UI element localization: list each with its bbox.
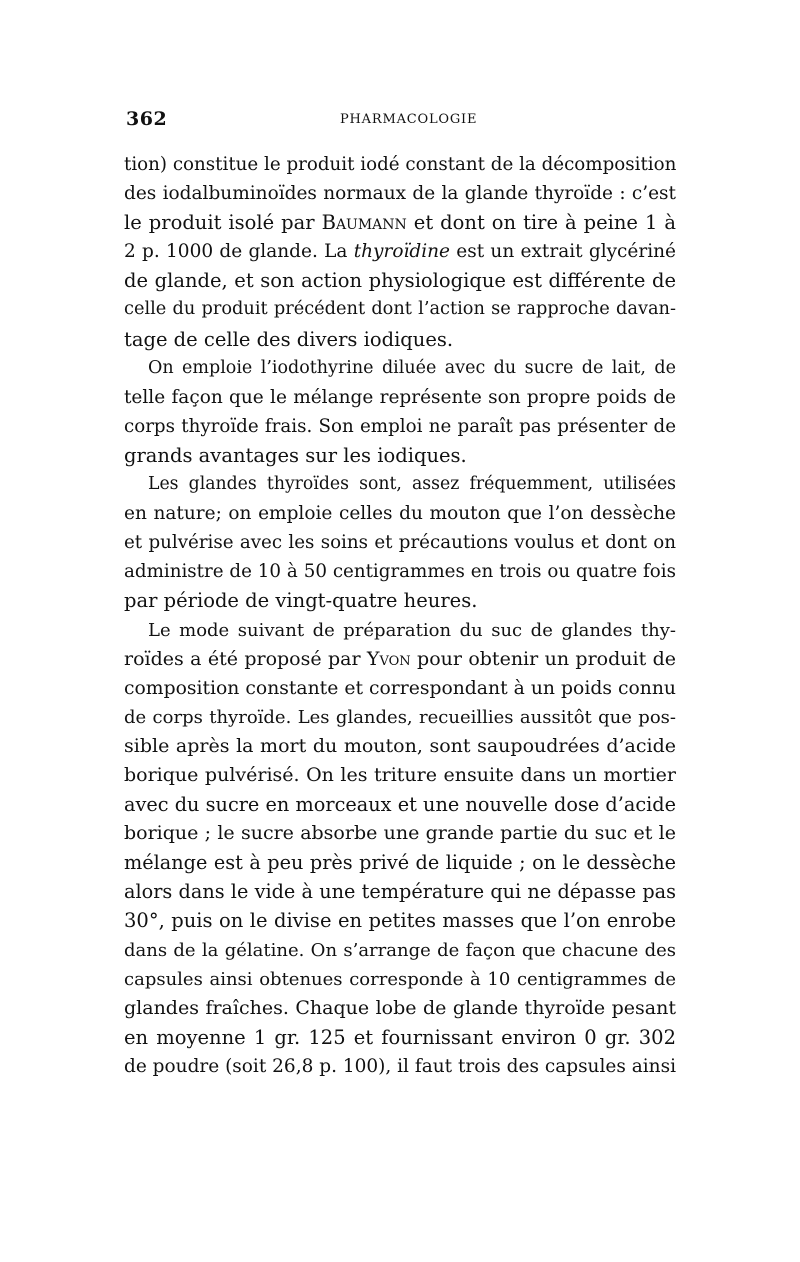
text-line: des iodalbuminoïdes normaux de la glande thyroïde : c’est <box>124 183 676 205</box>
text-line: grands avantages sur les iodiques. <box>124 443 467 467</box>
text-line: le produit isolé par Baumann et dont on tire à peine 1 à <box>124 211 676 235</box>
text-line: en nature; on emploie celles du mouton que l’on dessèche <box>124 503 676 525</box>
text-line: tage de celle des divers iodiques. <box>124 327 454 351</box>
text-line: dans de la gélatine. On s’arrange de façon que chacune des <box>124 939 676 961</box>
text-line: sible après la mort du mouton, sont saupoudrées d’acide <box>124 734 676 757</box>
text-line: roïdes a été proposé par Yvon pour obtenir un produit de <box>124 647 676 670</box>
page-number: 362 <box>126 108 168 130</box>
text-line: par période de vingt-quatre heures. <box>124 589 478 613</box>
styled-word: Baumann <box>321 211 407 235</box>
text-line: tion) constitue le produit iodé constant de la décomposition <box>124 154 677 175</box>
text-line: capsules ainsi obtenues corresponde à 10 centigrammes de <box>124 968 676 990</box>
text-line: alors dans le vide à une température qui ne dépasse pas <box>124 880 676 904</box>
text-line: en moyenne 1 gr. 125 et fournissant environ 0 gr. 302 <box>124 1025 676 1049</box>
running-title: PHARMACOLOGIE <box>340 112 478 127</box>
text-line: composition constante et correspondant à un poids connu <box>124 677 676 699</box>
text-line: Le mode suivant de préparation du suc de glandes thy- <box>148 619 676 641</box>
text-line: glandes fraîches. Chaque lobe de glande thyroïde pesant <box>124 996 676 1019</box>
styled-word: thyroïdine <box>353 241 451 263</box>
text-line: et pulvérise avec les soins et précautions voulus et dont on <box>124 532 676 554</box>
body-text <box>124 150 676 1081</box>
text-line: corps thyroïde frais. Son emploi ne paraît pas présenter de <box>124 415 676 437</box>
text-line: telle façon que le mélange représente son propre poids de <box>124 386 676 408</box>
text-line: de corps thyroïde. Les glandes, recueillies aussitôt que pos- <box>124 706 676 728</box>
text-line: On emploie l’iodothyrine diluée avec du sucre de lait, de <box>148 357 676 378</box>
text-line: administre de 10 à 50 centigrammes en trois ou quatre fois <box>124 561 676 583</box>
text-line: Les glandes thyroïdes sont, assez fréquemment, utilisées <box>148 474 676 495</box>
page-header <box>124 104 676 144</box>
book-page <box>124 104 676 1081</box>
styled-word: Yvon <box>366 647 411 670</box>
text-line: mélange est à peu près privé de liquide ; on le dessèche <box>124 851 676 875</box>
text-line: borique pulvérisé. On les triture ensuite dans un mortier <box>124 763 676 786</box>
text-line: avec du sucre en morceaux et une nouvelle dose d’acide <box>124 793 676 817</box>
text-line: 2 p. 1000 de glande. La thyroïdine est un extrait glycériné <box>124 241 676 263</box>
text-line: de glande, et son action physiologique est différente de <box>124 269 676 293</box>
text-line: de poudre (soit 26,8 p. 100), il faut trois des capsules ainsi <box>124 1055 676 1077</box>
text-line: borique ; le sucre absorbe une grande partie du suc et le <box>124 822 676 845</box>
text-line: 30°, puis on le divise en petites masses que l’on enrobe <box>124 909 676 933</box>
text-line: celle du produit précédent dont l’action se rapproche davan- <box>124 299 676 320</box>
